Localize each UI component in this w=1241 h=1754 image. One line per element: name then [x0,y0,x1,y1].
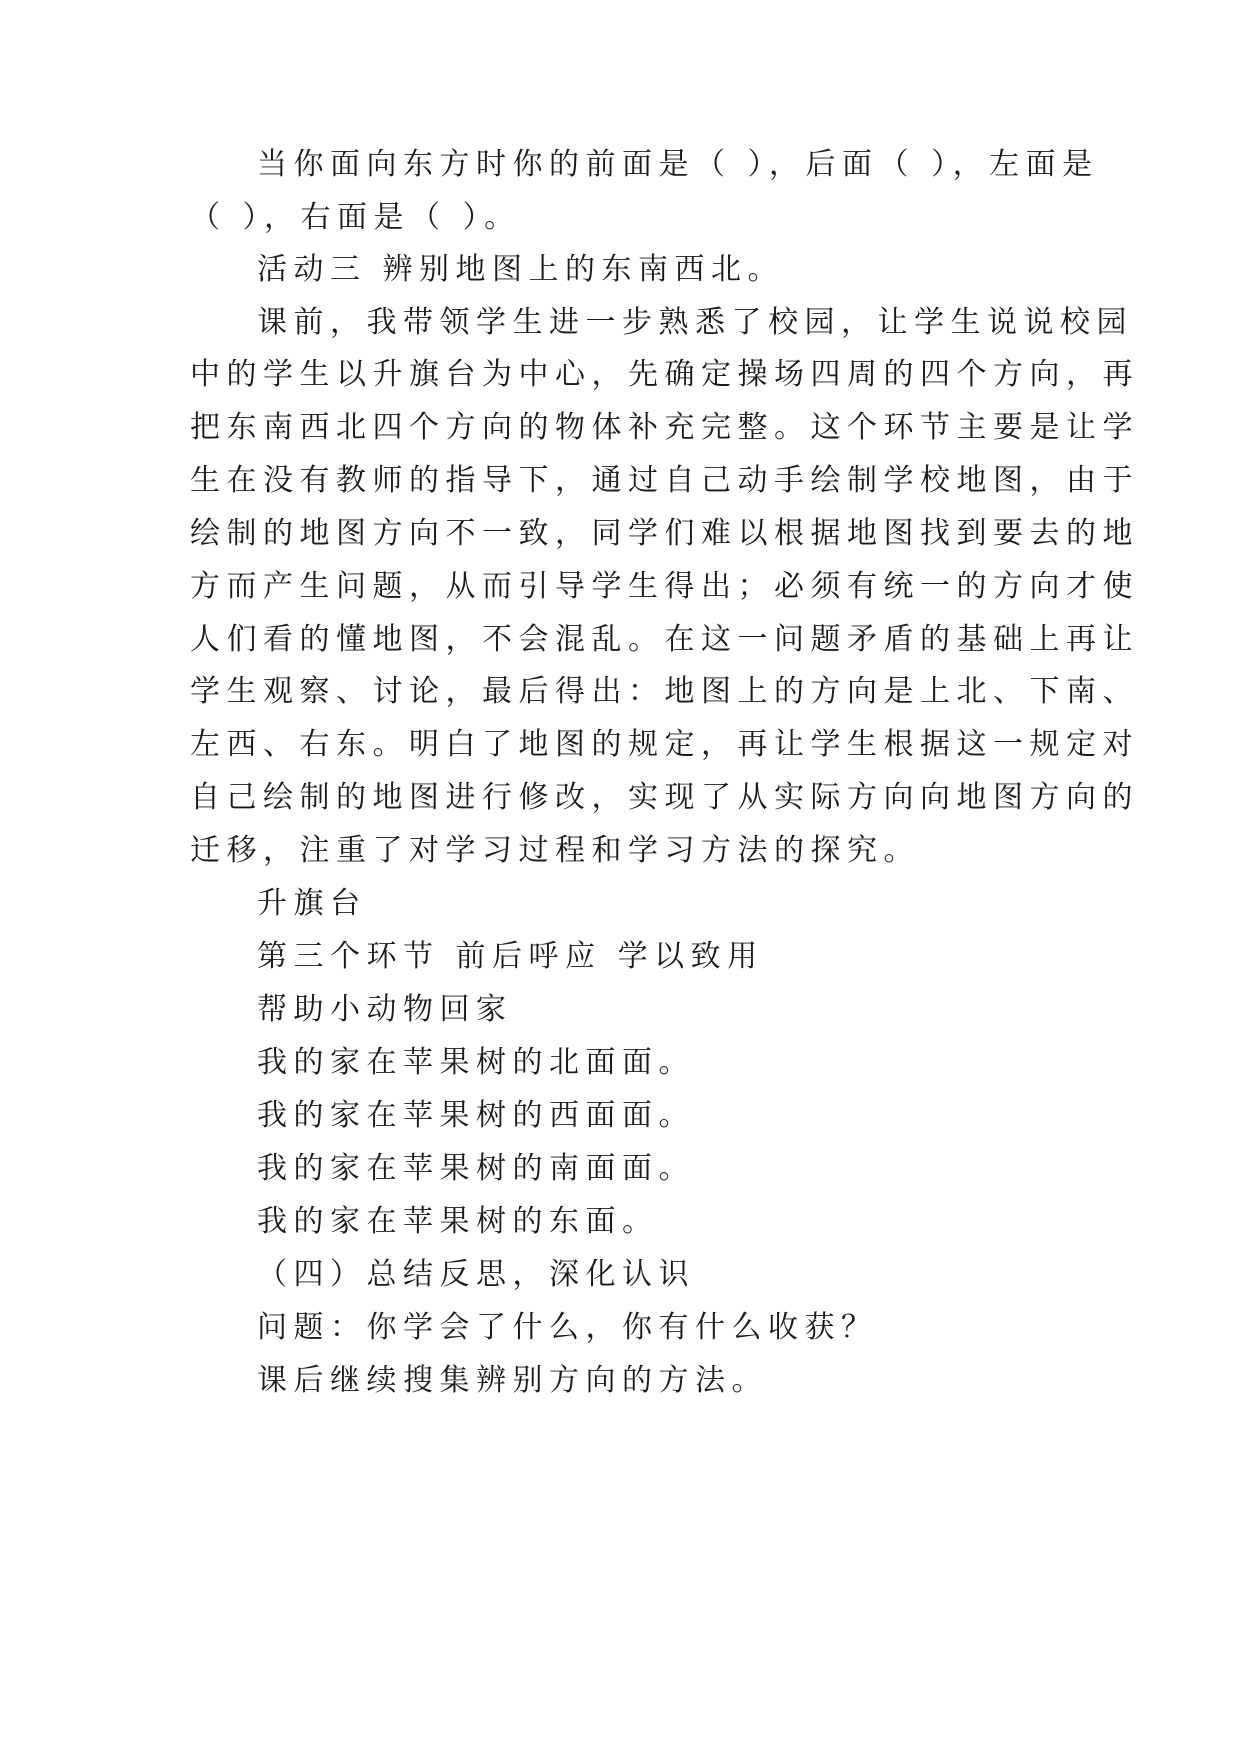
section-heading: 第三个环节 前后呼应 学以致用 [257,939,764,974]
section-heading: （四）总结反思，深化认识 [257,1257,695,1292]
section-heading: 活动三 辨别地图上的东南西北。 [257,252,785,287]
paragraph-line: 我的家在苹果树的南面面。 [257,1151,695,1186]
paragraph-line: 我的家在苹果树的北面面。 [257,1045,695,1080]
paragraph-line: 升旗台 [257,886,367,921]
paragraph-line: 中的学生以升旗台为中心，先确定操场四周的四个方向，再 [190,357,1139,392]
paragraph-line: 我的家在苹果树的东面。 [257,1204,659,1239]
paragraph-line: 左西、右东。明白了地图的规定，再让学生根据这一规定对 [190,727,1139,762]
paragraph-line: 当你面向东方时你的前面是（ ），后面（ ），左面是 [257,147,1099,182]
paragraph-line: 自己绘制的地图进行修改，实现了从实际方向向地图方向的 [190,780,1139,815]
paragraph-line: 方而产生问题，从而引导学生得出；必须有统一的方向才使 [190,569,1139,604]
paragraph-line: 问题：你学会了什么，你有什么收获？ [257,1310,878,1345]
paragraph-line: 生在没有教师的指导下，通过自己动手绘制学校地图，由于 [190,463,1139,498]
paragraph-line: （ ），右面是（ ）。 [190,200,521,235]
paragraph-line: 课前，我带领学生进一步熟悉了校园，让学生说说校园 [257,305,1133,340]
paragraph-line: 我的家在苹果树的西面面。 [257,1098,695,1133]
paragraph-line: 迁移，注重了对学习过程和学习方法的探究。 [190,833,920,868]
paragraph-line: 人们看的懂地图，不会混乱。在这一问题矛盾的基础上再让 [190,622,1139,657]
paragraph-line: 学生观察、讨论，最后得出：地图上的方向是上北、下南、 [190,674,1139,709]
paragraph-line: 帮助小动物回家 [257,992,513,1027]
paragraph-line: 把东南西北四个方向的物体补充完整。这个环节主要是让学 [190,410,1139,445]
paragraph-line: 课后继续搜集辨别方向的方法。 [257,1363,768,1398]
paragraph-line: 绘制的地图方向不一致，同学们难以根据地图找到要去的地 [190,516,1139,551]
